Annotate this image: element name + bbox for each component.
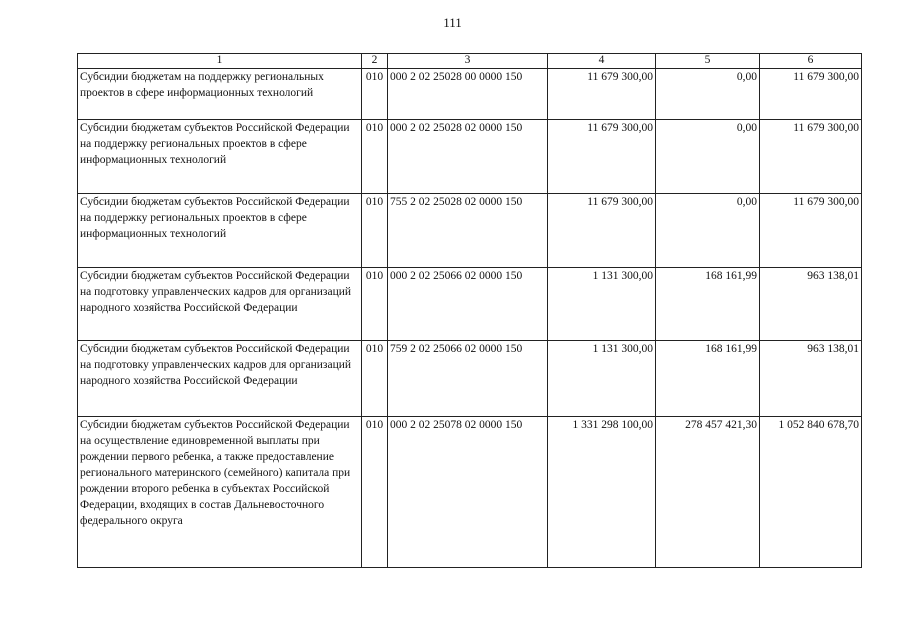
row-code: 010: [362, 417, 388, 568]
row-kbk: 000 2 02 25066 02 0000 150: [388, 268, 548, 341]
row-name: Субсидии бюджетам на поддержку региональных проектов в сфере информационных технологий: [78, 69, 362, 120]
column-header-3: 3: [388, 54, 548, 69]
table-row: [78, 69, 862, 120]
row-kbk: 759 2 02 25066 02 0000 150: [388, 341, 548, 417]
page-number: 111: [443, 15, 462, 30]
table-row: [78, 417, 862, 568]
row-value-col5: 0,00: [656, 194, 760, 268]
row-value-col5: 0,00: [656, 69, 760, 120]
row-value-col4: 11 679 300,00: [548, 194, 656, 268]
table-row: [78, 341, 862, 417]
budget-table: [77, 53, 862, 568]
row-value-col5: 278 457 421,30: [656, 417, 760, 568]
row-name: Субсидии бюджетам субъектов Российской Федерации на подготовку управленческих кадров для организаций народного хозяйства Российской Федерации: [78, 341, 362, 417]
row-name: Субсидии бюджетам субъектов Российской Федерации на поддержку региональных проектов в сфере информационных технологий: [78, 120, 362, 194]
column-header-4: 4: [548, 54, 656, 69]
row-name: Субсидии бюджетам субъектов Российской Федерации на поддержку региональных проектов в сфере информационных технологий: [78, 194, 362, 268]
row-value-col6: 1 052 840 678,70: [760, 417, 862, 568]
table-row: [78, 268, 862, 341]
row-value-col6: 963 138,01: [760, 341, 862, 417]
row-code: 010: [362, 341, 388, 417]
row-name: Субсидии бюджетам субъектов Российской Федерации на подготовку управленческих кадров для организаций народного хозяйства Российской Федерации: [78, 268, 362, 341]
row-code: 010: [362, 268, 388, 341]
row-code: 010: [362, 120, 388, 194]
header-row: [78, 54, 862, 69]
row-value-col4: 1 131 300,00: [548, 268, 656, 341]
row-value-col4: 11 679 300,00: [548, 69, 656, 120]
row-value-col4: 11 679 300,00: [548, 120, 656, 194]
table-row: [78, 194, 862, 268]
row-value-col6: 11 679 300,00: [760, 69, 862, 120]
row-value-col4: 1 131 300,00: [548, 341, 656, 417]
row-code: 010: [362, 69, 388, 120]
row-value-col5: 168 161,99: [656, 341, 760, 417]
row-value-col4: 1 331 298 100,00: [548, 417, 656, 568]
column-header-5: 5: [656, 54, 760, 69]
row-kbk: 000 2 02 25028 00 0000 150: [388, 69, 548, 120]
row-value-col6: 963 138,01: [760, 268, 862, 341]
column-header-1: 1: [78, 54, 362, 69]
row-value-col6: 11 679 300,00: [760, 194, 862, 268]
column-header-2: 2: [362, 54, 388, 69]
row-name: Субсидии бюджетам субъектов Российской Федерации на осуществление единовременной выплаты при рождении первого ребенка, а также предоставление регионального материнского (семейного) капитала при рождении второго ребенка в субъектах Российской Федерации, входящих в состав Дальневосточного федерального округа: [78, 417, 362, 568]
table-row: [78, 120, 862, 194]
row-code: 010: [362, 194, 388, 268]
row-kbk: 755 2 02 25028 02 0000 150: [388, 194, 548, 268]
column-header-6: 6: [760, 54, 862, 69]
row-kbk: 000 2 02 25028 02 0000 150: [388, 120, 548, 194]
row-kbk: 000 2 02 25078 02 0000 150: [388, 417, 548, 568]
row-value-col5: 168 161,99: [656, 268, 760, 341]
row-value-col6: 11 679 300,00: [760, 120, 862, 194]
row-value-col5: 0,00: [656, 120, 760, 194]
